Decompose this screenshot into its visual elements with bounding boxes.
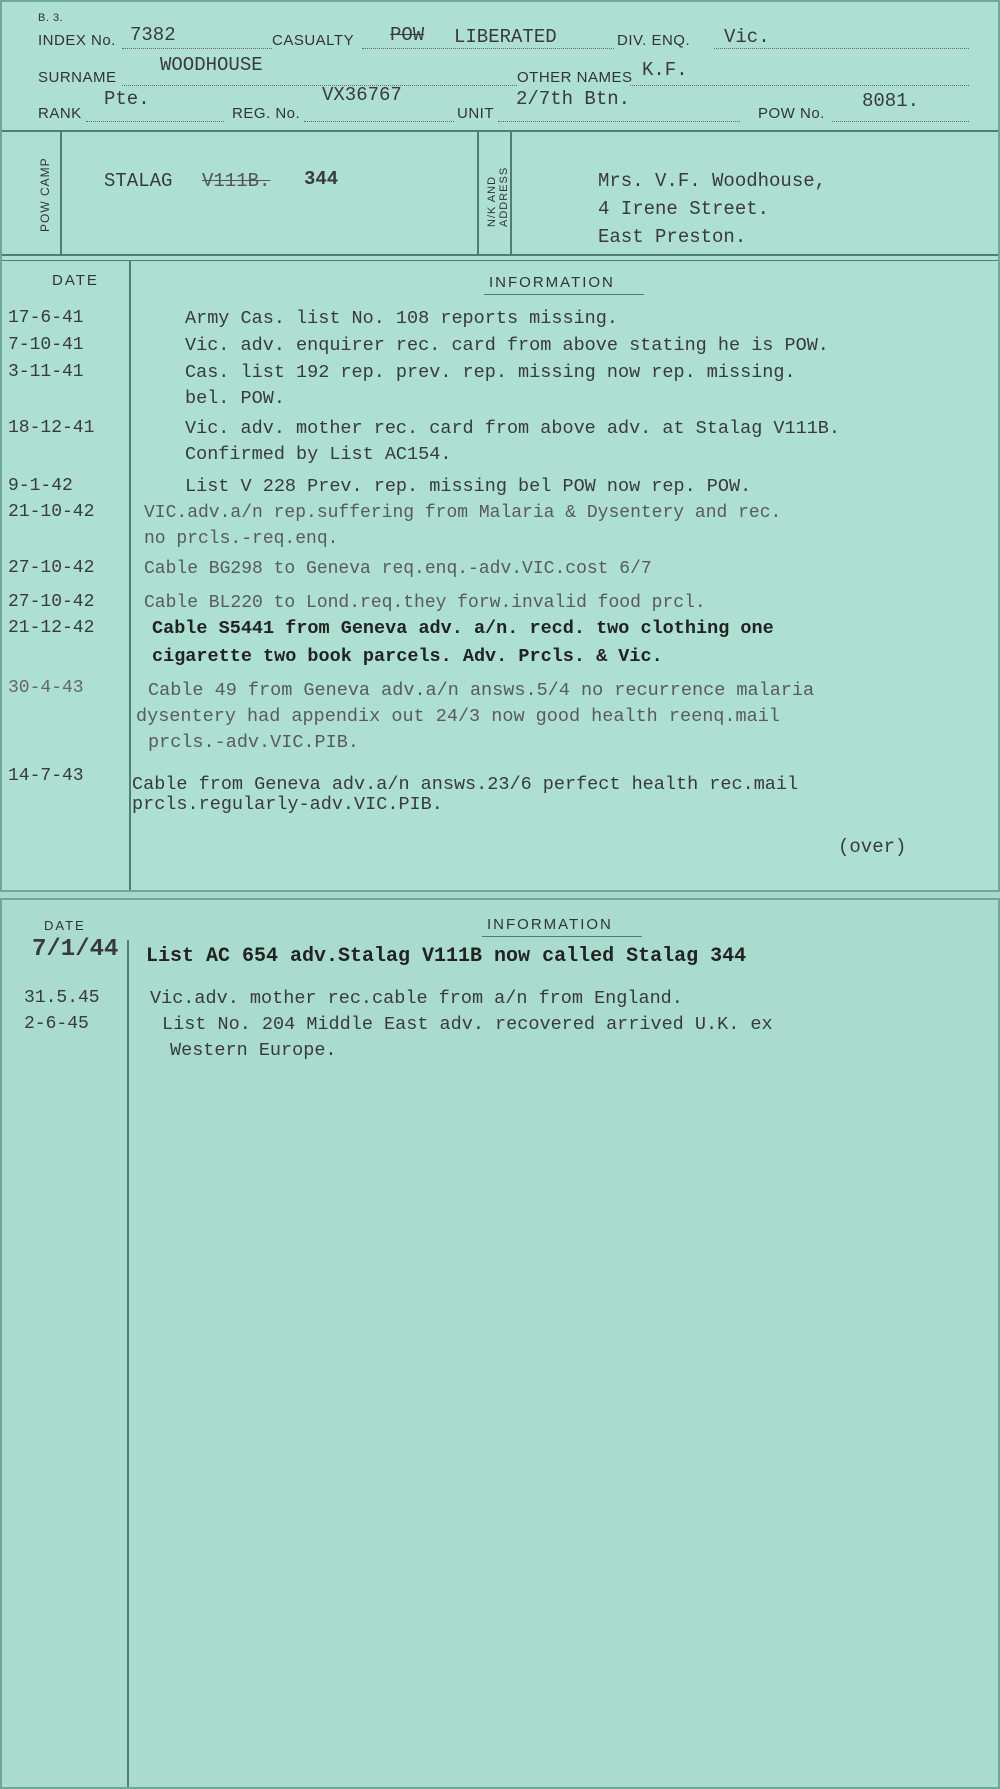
information-header: INFORMATION [489, 274, 615, 291]
entry-text-12: List AC 654 adv.Stalag V111B now called Stalag 344 [146, 945, 747, 968]
entry-text-3b: bel. POW. [185, 388, 285, 409]
entry-date-10: 30-4-43 [8, 678, 84, 698]
rule-top [2, 130, 998, 132]
div-enq-value: Vic. [724, 26, 770, 48]
casualty-value: LIBERATED [454, 26, 557, 48]
rule-camp-bottom-2 [2, 260, 998, 261]
form-code: B. 3. [38, 12, 64, 24]
other-names-label: OTHER NAMES [517, 69, 633, 86]
div-enq-label: DIV. ENQ. [617, 32, 691, 49]
entry-date-14: 2-6-45 [24, 1014, 89, 1034]
reg-no-value: VX36767 [322, 84, 402, 106]
entry-text-5: List V 228 Prev. rep. missing bel POW now rep. POW. [185, 476, 752, 497]
information-underline-2 [482, 936, 642, 937]
address-line-3: East Preston. [598, 226, 747, 248]
entry-date-7: 27-10-42 [8, 558, 95, 578]
pow-camp-label: POW CAMP [38, 157, 52, 232]
pow-index-card-front [0, 0, 1000, 892]
entry-text-13: Vic.adv. mother rec.cable from a/n from England. [150, 988, 683, 1009]
rank-label: RANK [38, 105, 82, 122]
address-divider-left [477, 132, 479, 254]
entry-text-2: Vic. adv. enquirer rec. card from above stating he is POW. [185, 335, 829, 356]
address-divider-right [510, 132, 512, 254]
entry-text-10c: prcls.-adv.VIC.PIB. [148, 732, 359, 753]
entry-text-9b: cigarette two book parcels. Adv. Prcls. & Vic. [152, 646, 663, 667]
entry-text-10a: Cable 49 from Geneva adv.a/n answs.5/4 no recurrence malaria [148, 680, 815, 701]
casualty-label: CASUALTY [272, 32, 355, 49]
entry-text-11b: prcls.regularly-adv.VIC.PIB. [132, 794, 443, 815]
entry-text-8: Cable BL220 to Lond.req.they forw.invalid food prcl. [144, 593, 706, 613]
entry-date-2: 7-10-41 [8, 335, 84, 355]
date-header: DATE [52, 272, 99, 289]
entry-text-1: Army Cas. list No. 108 reports missing. [185, 308, 618, 329]
entry-text-11a: Cable from Geneva adv.a/n answs.23/6 perfect health rec.mail [132, 774, 799, 795]
index-no-label: INDEX No. [38, 32, 116, 49]
camp-divider-left [60, 132, 62, 254]
entry-date-13: 31.5.45 [24, 988, 100, 1008]
entry-text-4b: Confirmed by List AC154. [185, 444, 452, 465]
pow-camp-prefix: STALAG [104, 170, 173, 192]
address-line-2: 4 Irene Street. [598, 198, 770, 220]
entry-text-14b: Western Europe. [170, 1040, 337, 1061]
entry-date-12: 7/1/44 [32, 936, 119, 963]
reg-no-label: REG. No. [232, 105, 301, 122]
unit-label: UNIT [457, 105, 494, 122]
entry-text-7: Cable BG298 to Geneva req.enq.-adv.VIC.cost 6/7 [144, 559, 652, 579]
index-no-value: 7382 [130, 24, 176, 46]
entry-date-1: 17-6-41 [8, 308, 84, 328]
entry-text-6b: no prcls.-req.enq. [144, 529, 339, 549]
information-underline [484, 294, 644, 295]
entry-date-6: 21-10-42 [8, 502, 95, 522]
entry-date-8: 27-10-42 [8, 592, 95, 612]
surname-label: SURNAME [38, 69, 117, 86]
entry-text-3a: Cas. list 192 rep. prev. rep. missing now rep. missing. [185, 362, 796, 383]
address-line-1: Mrs. V.F. Woodhouse, [598, 170, 827, 192]
rule-camp-bottom [2, 254, 998, 256]
surname-value: WOODHOUSE [160, 54, 263, 76]
unit-value: 2/7th Btn. [516, 88, 631, 110]
other-names-value: K.F. [642, 59, 688, 81]
date-header-2: DATE [44, 918, 86, 933]
nk-address-label: N/K AND ADDRESS [486, 166, 510, 227]
pow-index-card-back [0, 898, 1000, 1789]
entry-date-3: 3-11-41 [8, 362, 84, 382]
entry-date-9: 21-12-42 [8, 618, 95, 638]
rank-value: Pte. [104, 88, 150, 110]
entry-date-11: 14-7-43 [8, 766, 84, 786]
entry-text-14a: List No. 204 Middle East adv. recovered arrived U.K. ex [162, 1014, 773, 1035]
entry-date-4: 18-12-41 [8, 418, 95, 438]
information-header-2: INFORMATION [487, 916, 613, 933]
pow-no-value: 8081. [862, 90, 920, 112]
pow-camp-new: 344 [304, 168, 339, 190]
date-column-divider [129, 261, 131, 892]
entry-text-4a: Vic. adv. mother rec. card from above adv. at Stalag V111B. [185, 418, 841, 439]
entry-text-9a: Cable S5441 from Geneva adv. a/n. recd. two clothing one [152, 618, 774, 639]
pow-camp-struck: V111B. [202, 170, 271, 192]
entry-text-10b: dysentery had appendix out 24/3 now good health reenq.mail [136, 706, 780, 727]
casualty-struck-value: POW [390, 24, 425, 46]
pow-no-label: POW No. [758, 105, 825, 122]
entry-text-6a: VIC.adv.a/n rep.suffering from Malaria & Dysentery and rec. [144, 503, 782, 523]
entry-date-5: 9-1-42 [8, 476, 73, 496]
date-column-divider-2 [127, 940, 129, 1789]
over-note: (over) [838, 836, 907, 858]
